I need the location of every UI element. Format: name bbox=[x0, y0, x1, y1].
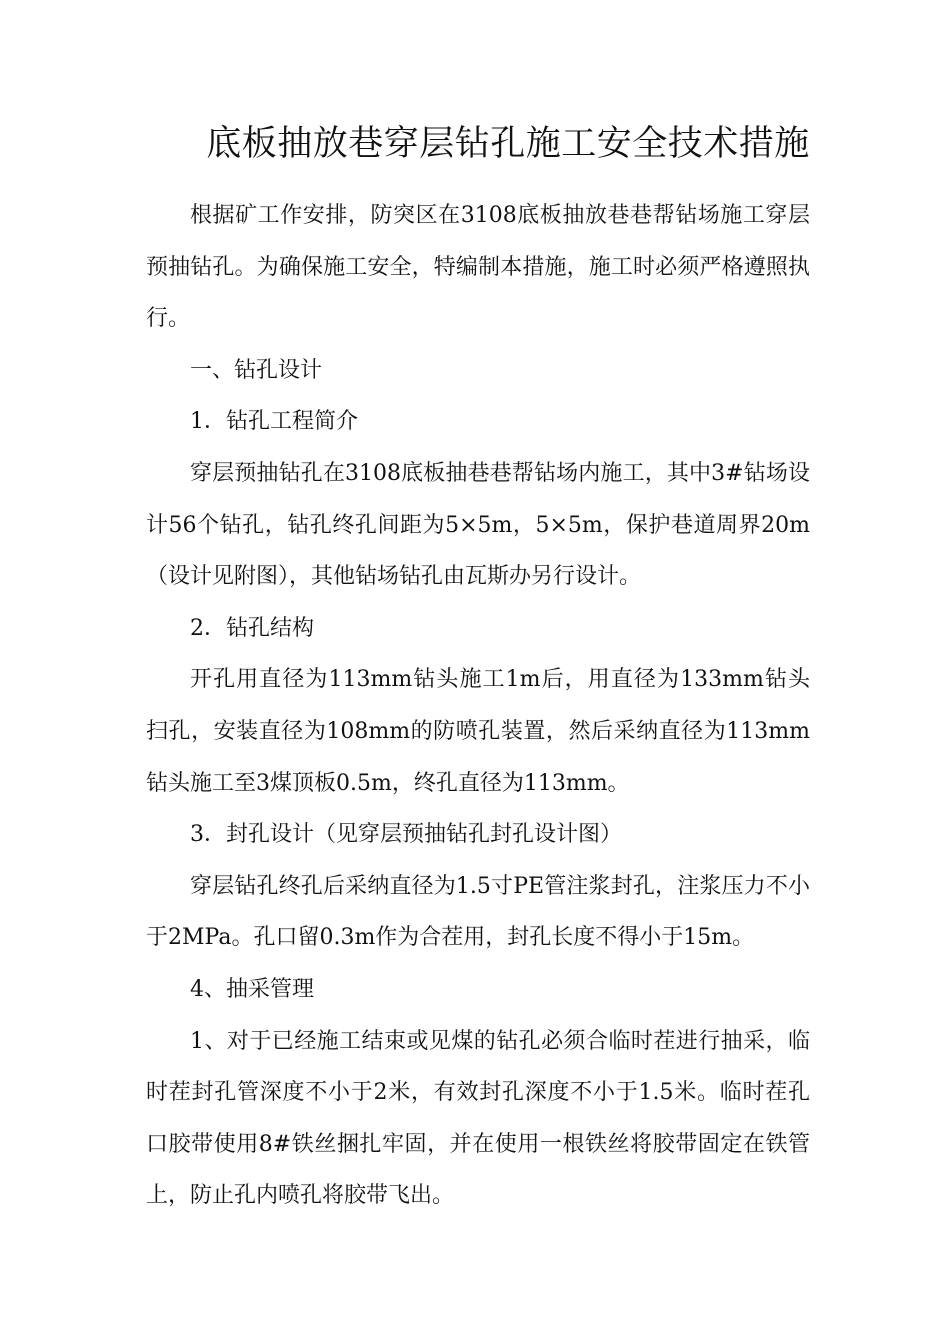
section-heading-drilling-design: 一、钻孔设计 bbox=[190, 357, 323, 383]
subheading-extraction-management: 4、抽采管理 bbox=[190, 976, 314, 1002]
paragraph-extraction-management: 1、对于已经施工结束或见煤的钻孔必须合临时茬进行抽采，临时茬封孔管深度不小于2米，有效封孔深度不小于1.5米。临时茬孔口胶带使用8#铁丝捆扎牢固，并在使用一根铁丝将胶带固定在铁管上，防止孔内喷孔将胶带飞出。 bbox=[146, 1028, 810, 1209]
paragraph-intro: 根据矿工作安排，防突区在3108底板抽放巷巷帮钻场施工穿层预抽钻孔。为确保施工安全，特编制本措施，施工时必须严格遵照执行。 bbox=[146, 203, 810, 332]
document-body bbox=[146, 190, 810, 1222]
subheading-sealing-design: 3．封孔设计（见穿层预抽钻孔封孔设计图） bbox=[190, 822, 622, 848]
document-title: 底板抽放巷穿层钻孔施工安全技术措施 bbox=[206, 124, 810, 164]
subheading-project-overview: 1．钻孔工程简介 bbox=[190, 409, 358, 435]
paragraph-project-overview: 穿层预抽钻孔在3108底板抽巷巷帮钻场内施工，其中3#钻场设计56个钻孔，钻孔终孔间距为5×5m，5×5m，保护巷道周界20m（设计见附图），其他钻场钻孔由瓦斯办另行设计。 bbox=[146, 460, 810, 590]
subheading-drill-structure: 2．钻孔结构 bbox=[190, 615, 314, 641]
paragraph-sealing-design: 穿层钻孔终孔后采纳直径为1.5寸PE管注浆封孔，注浆压力不小于2MPa。孔口留0.3m作为合茬用，封孔长度不得小于15m。 bbox=[146, 873, 810, 951]
paragraph-drill-structure: 开孔用直径为113mm钻头施工1m后，用直径为133mm钻头扫孔，安装直径为108mm的防喷孔装置，然后采纳直径为113mm钻头施工至3煤顶板0.5m，终孔直径为113mm。 bbox=[146, 667, 810, 796]
